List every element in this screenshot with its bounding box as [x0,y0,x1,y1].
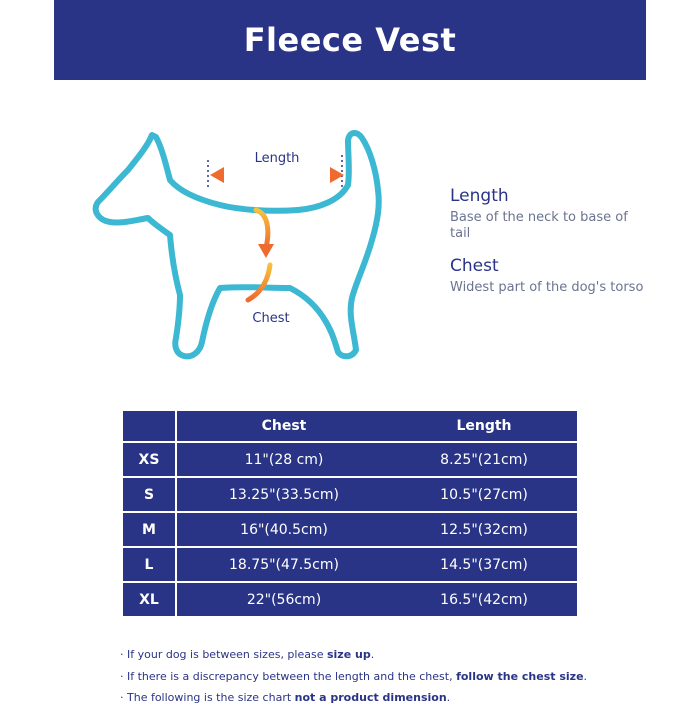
table-row [123,442,577,477]
dog-silhouette [96,133,379,356]
length-cell: 8.25"(21cm) [391,442,577,477]
note-end: . [446,691,451,704]
table-row [123,512,577,547]
chest-cell: 22"(56cm) [246,591,322,608]
title-banner [54,0,646,80]
size-cell: XL [123,582,176,616]
note-emphasis: not a product dimension [294,691,447,704]
note-item: · The following is the size chart not a product dimension. [120,691,451,704]
table-row [123,582,577,616]
header-length: Length [391,411,577,442]
size-notes [120,644,680,709]
note-item: · If your dog is between sizes, please size up. [120,648,375,661]
size-cell: XS [123,442,176,477]
note-item: · If there is a discrepancy between the length and the chest, follow the chest size. [120,669,588,683]
size-cell: S [123,477,176,512]
length-diagram-label: Length [254,151,300,166]
table-row [123,547,577,582]
length-cell: 14.5"(37cm) [391,547,577,582]
chest-arrow-head [258,244,274,258]
note-end: . [583,669,588,683]
chest-cell: 11"(28 cm) [176,442,391,477]
length-cell: 16.5"(42cm) [440,591,528,608]
note-text: If your dog is between sizes, please [127,648,327,661]
legend-length-title: Length [450,186,509,206]
header-size [123,411,176,442]
length-arrow-head-left [210,167,224,183]
page-title: Fleece Vest [243,21,457,59]
dog-measurement-diagram [80,110,410,390]
table-header-row [123,411,577,442]
legend-length [450,186,650,242]
chest-cell: 18.75"(47.5cm) [176,547,391,582]
legend-chest-desc: Widest part of the dog's torso [450,280,644,295]
note-emphasis: size up [326,648,371,661]
note-text: If there is a discrepancy between the length and the chest, [127,669,457,683]
table-row [123,477,577,512]
chest-band-upper [256,210,268,248]
size-cell: M [123,512,176,547]
chest-diagram-label: Chest [252,311,290,326]
chest-cell: 13.25"(33.5cm) [176,477,391,512]
dog-outline-illustration [80,110,410,390]
note-end: . [370,648,375,661]
measurement-legend [450,186,650,310]
legend-chest-title: Chest [450,256,499,276]
size-cell: L [123,547,176,582]
size-chart-table [123,411,577,616]
header-chest: Chest [176,411,391,442]
chest-cell: 16"(40.5cm) [176,512,391,547]
length-cell: 10.5"(27cm) [391,477,577,512]
legend-length-desc: Base of the neck to base of tail [450,210,628,241]
legend-chest [450,256,650,296]
length-cell: 12.5"(32cm) [391,512,577,547]
chest-band-lower [248,265,270,300]
note-emphasis: follow the chest size [456,669,584,683]
note-text: The following is the size chart [127,691,295,704]
